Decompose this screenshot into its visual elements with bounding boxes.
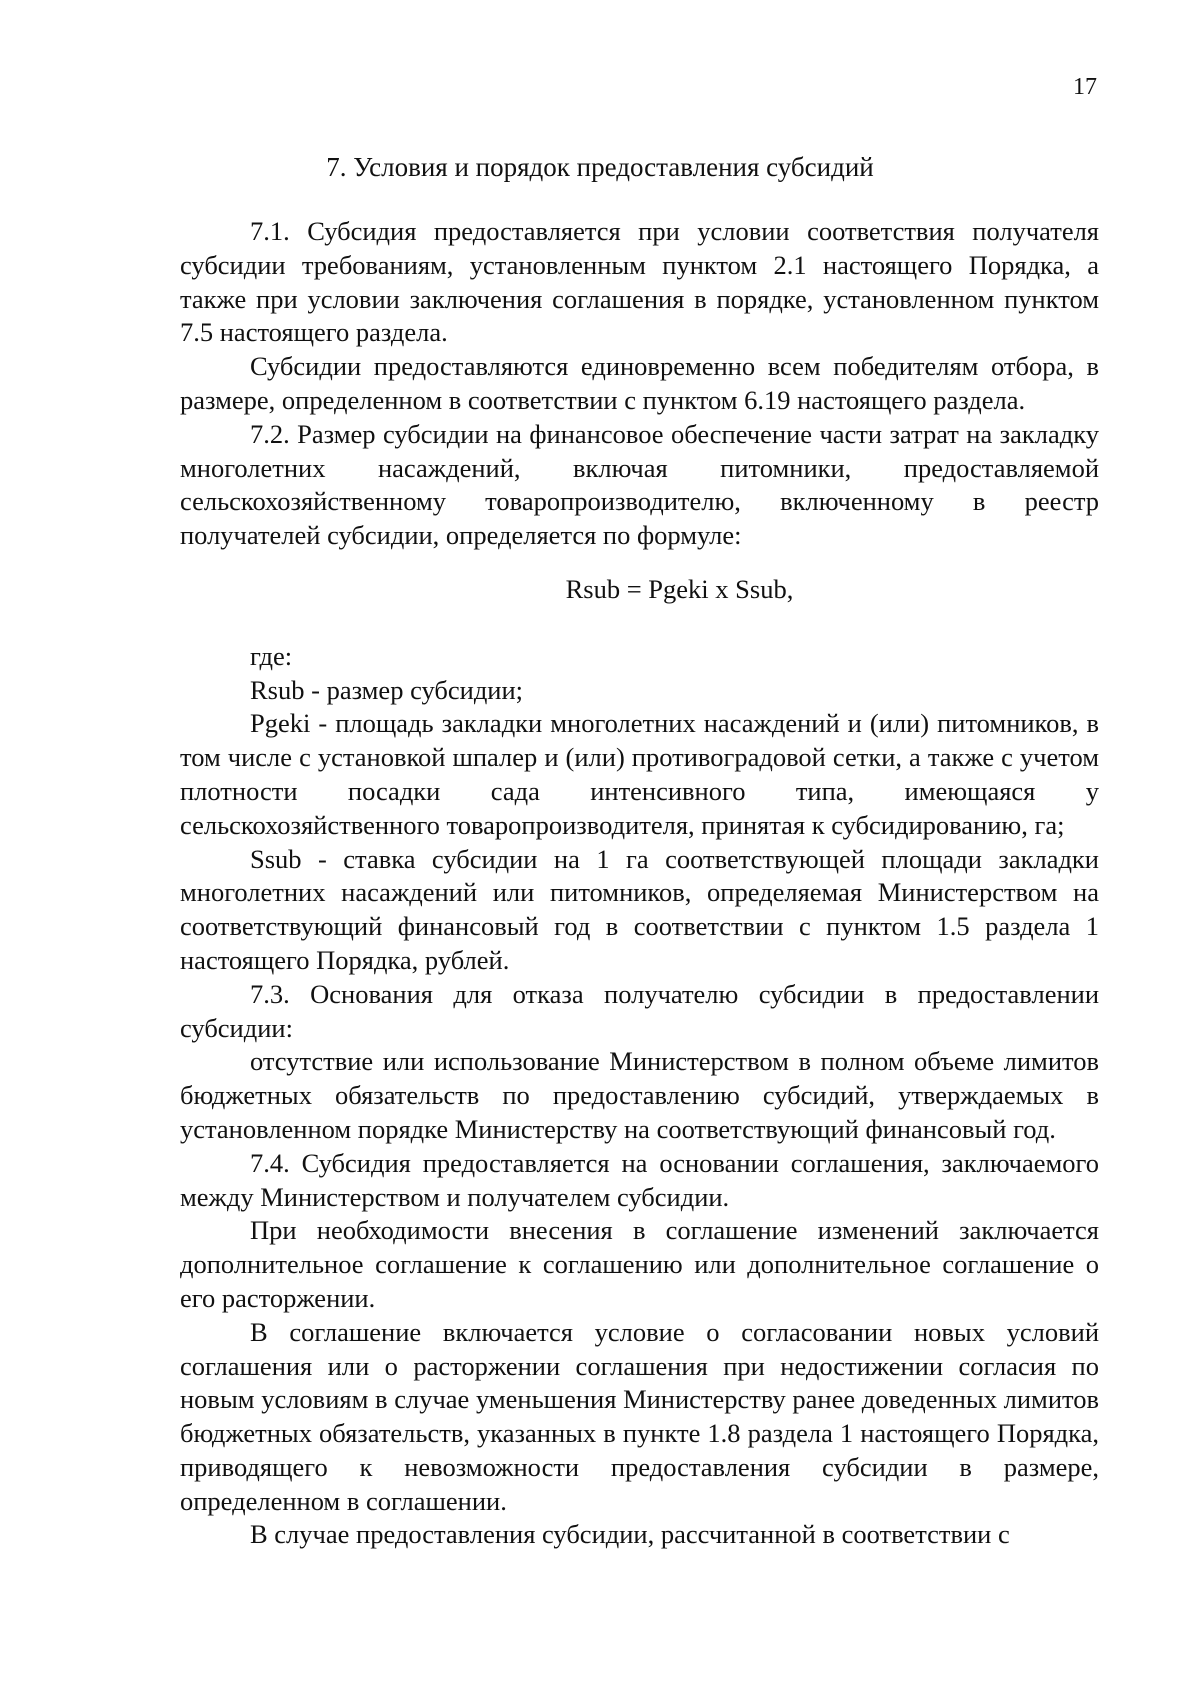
- definition-rsub: Rsub - размер субсидии;: [250, 674, 524, 705]
- paragraph-7-2: 7.2. Размер субсидии на финансовое обеспечение части затрат на закладку многолетних насаждений, включая питомники, предоставляемой сельскохозяйственному товаропроизводителю, включенному в реестр получателей субсидии, определяется по формуле:: [180, 418, 1099, 551]
- paragraph-subsidy-one-time: Субсидии предоставляются единовременно всем победителям отбора, в размере, определенном в соответствии с пунктом 6.19 настоящего раздела.: [180, 351, 1099, 415]
- paragraph-7-4: 7.4. Субсидия предоставляется на основании соглашения, заключаемого между Министерством и получателем субсидии.: [180, 1147, 1099, 1212]
- paragraph-case-of-provision: В случае предоставления субсидии, рассчитанной в соответствии с: [250, 1519, 1010, 1550]
- formula: Rsub = Pgeki x Ssub,: [565, 573, 794, 604]
- paragraph-agreement-condition: В соглашение включается условие о согласовании новых условий соглашения или о расторжении соглашения при недостижении согласия по новым условиям в случае уменьшения Министерству ранее доведенных лимитов бюджетных обязательств, указанных в пункте 1.8 раздела 1 настоящего Порядка, приводящего к невозможности предоставления субсидии в размере, определенном в соглашении.: [180, 1316, 1099, 1516]
- paragraph-7-1: 7.1. Субсидия предоставляется при условии соответствия получателя субсидии требованиям, установленным пунктом 2.1 настоящего Порядка, а также при условии заключения соглашения в порядке, установленном пунктом 7.5 настоящего раздела.: [180, 216, 1099, 348]
- page-number: 17: [1073, 74, 1097, 100]
- definition-pgeki: Pgeki - площадь закладки многолетних насаждений и (или) питомников, в том числе с установкой шпалер и (или) противоградовой сетки, а также с учетом плотности посадки сада интенсивного типа, имеющаяся у сельскохозяйственного товаропроизводителя, принятая к субсидированию, га;: [180, 708, 1099, 840]
- definition-ssub: Ssub - ставка субсидии на 1 га соответствующей площади закладки многолетних насаждений или питомников, определяемая Министерством на соответствующий финансовый год в соответствии с пунктом 1.5 раздела 1 настоящего Порядка, рублей.: [180, 843, 1099, 975]
- paragraph-7-3: 7.3. Основания для отказа получателю субсидии в предоставлении субсидии:: [180, 978, 1099, 1043]
- paragraph-additional-agreement: При необходимости внесения в соглашение изменений заключается дополнительное соглашение к соглашению или дополнительное соглашение о его расторжении.: [180, 1215, 1099, 1313]
- paragraph-refusal-ground: отсутствие или использование Министерством в полном объеме лимитов бюджетных обязательств по предоставлению субсидий, утверждаемых в установленном порядке Министерству на соответствующий финансовый год.: [180, 1046, 1099, 1144]
- section-title: 7. Условия и порядок предоставления субсидий: [326, 152, 874, 182]
- paragraph-where: где:: [250, 640, 293, 671]
- document-body: [180, 215, 1099, 1552]
